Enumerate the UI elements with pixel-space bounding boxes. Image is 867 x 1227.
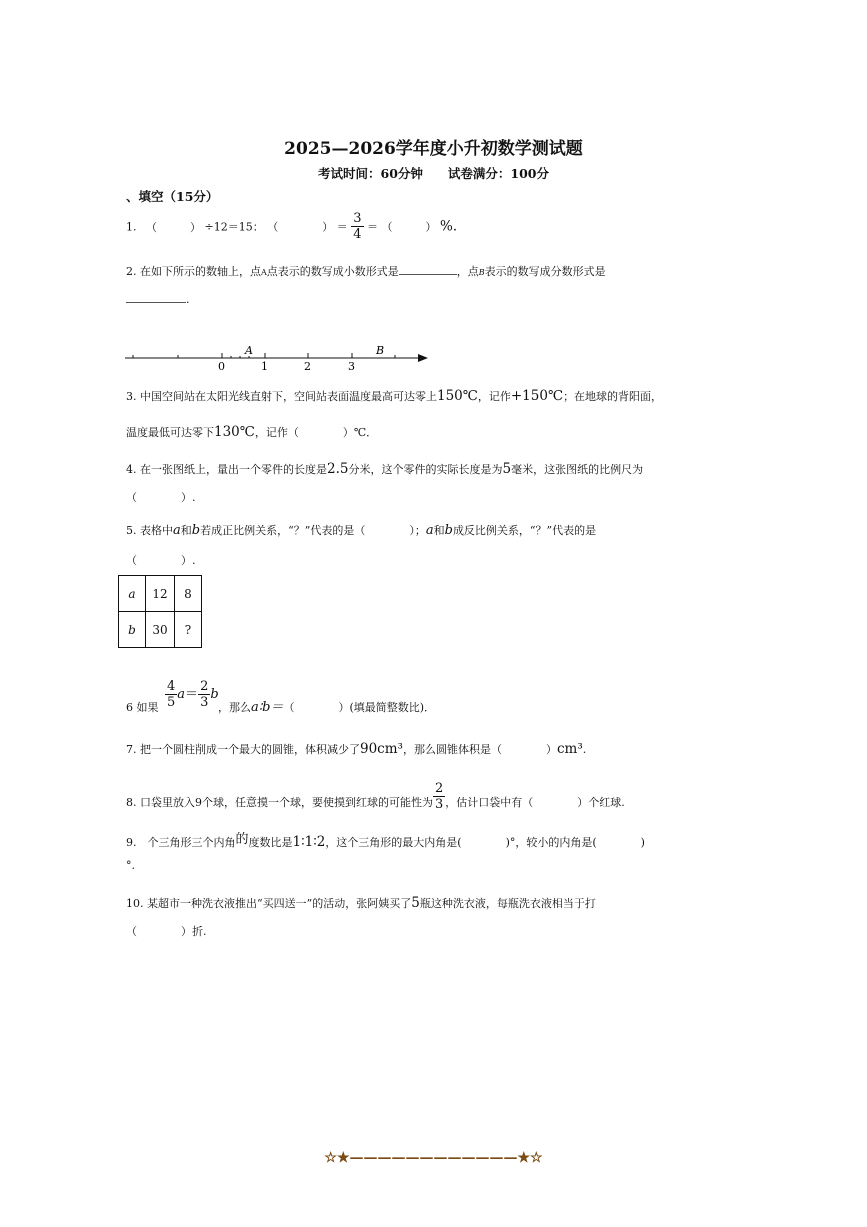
question-3-line-1: 3. 中国空间站在太阳光线直射下，空间站表面温度最高可达零上150℃，记作+150℃；在地球的背阳面， <box>126 388 663 404</box>
question-4-line-1: 4. 在一张图纸上，量出一个零件的长度是2.5分米，这个零件的实际长度是为5毫米，这张图纸的比例尺为 <box>126 461 644 477</box>
table-row <box>119 576 202 612</box>
question-6-prefix: 6 如果 <box>126 701 159 714</box>
question-2-line-1: 2. 在如下所示的数轴上，点A点表示的数写成小数形式是 ，点B表示的数写成分数形式是 <box>126 265 606 278</box>
question-3-line-2: 温度最低可达零下130℃，记作（ ）℃． <box>126 424 378 440</box>
question-5-line-1: 5. 表格中a和b若成正比例关系，“？”代表的是（ ）；a和b成反比例关系，“？”代表的是 <box>126 523 597 538</box>
question-6-rest: ，那么a∶b＝（ ）(填最简整数比)． <box>218 700 436 715</box>
answer-blank <box>399 274 457 275</box>
table-cell: 12 <box>146 576 175 612</box>
tick-label-3: 3 <box>348 360 355 373</box>
point-label-b: B <box>376 344 385 357</box>
equation-4-5a-2-3b: $\frac{4}{5}$ a＝ $\frac{2}{3}$ b <box>167 679 219 710</box>
question-2-line-2: . <box>126 292 190 308</box>
question-1: 1. （ ） ÷12＝15： （ ） ＝ $\frac{3}{4}$ ＝ （ ） %． <box>126 211 467 242</box>
arrow-right-icon <box>418 354 428 362</box>
question-7: 7. 把一个圆柱削成一个最大的圆锥，体积减少了90cm³，那么圆锥体积是（ ）cm³. <box>126 741 587 757</box>
table-row <box>119 612 202 648</box>
question-9-line-1: 9. 个三角形三个内角的度数比是1∶1∶2，这个三角形的最大内角是( )°，较小的内角是( ) <box>126 832 645 850</box>
tick-label-2: 2 <box>304 360 311 373</box>
question-5-line-2: （ ）. <box>126 554 196 567</box>
exam-info: 考试时间：60分钟 试卷满分：100分 <box>318 166 549 181</box>
page-title: 2025—2026学年度小升初数学测试题 <box>284 139 583 159</box>
answer-blank <box>126 302 186 303</box>
tick-label-1: 1 <box>261 360 268 373</box>
question-10-line-1: 10. 某超市一种洗衣液推出“买四送一”的活动，张阿姨买了5瓶这种洗衣液，每瓶洗衣液相当于打 <box>126 895 596 911</box>
table-cell: b <box>119 612 146 648</box>
table-cell: ? <box>175 612 202 648</box>
question-4-line-2: （ ）. <box>126 491 196 504</box>
point-label-a: A <box>245 344 253 357</box>
fraction-two-thirds: $\frac{2}{3}$ <box>435 780 444 812</box>
fraction-three-quarters: $\frac{3}{4}$ <box>353 211 362 242</box>
footer-decoration: ☆★————————————★☆ <box>324 1150 543 1166</box>
table-cell: 30 <box>146 612 175 648</box>
question-9-line-2: °. <box>126 859 135 872</box>
number-line <box>120 340 440 376</box>
question-10-line-2: （ ）折. <box>126 925 207 938</box>
table-cell: a <box>119 576 146 612</box>
ratio-table <box>118 575 202 648</box>
section-heading: 、填空（15分） <box>126 189 219 204</box>
table-cell: 8 <box>175 576 202 612</box>
tick-label-0: 0 <box>218 360 225 373</box>
question-8: 8. 口袋里放入9个球，任意摸一个球，要使摸到红球的可能性为 $\frac{2}{3}$ ，估计口袋中有（ ）个红球. <box>126 780 625 812</box>
